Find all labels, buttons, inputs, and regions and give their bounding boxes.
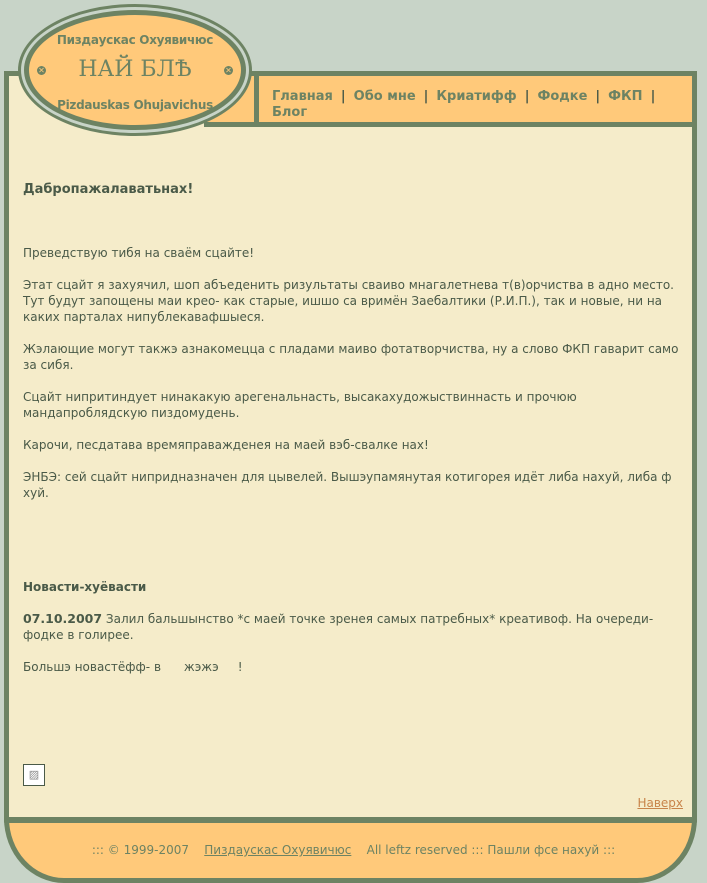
nav-item-about[interactable]: Обо мне — [353, 89, 416, 104]
footer-text — [0, 843, 707, 857]
nav-separator: | — [340, 89, 346, 104]
nav-separator: | — [650, 89, 656, 104]
news-item — [23, 611, 685, 643]
nav-separator: | — [524, 89, 530, 104]
broken-image-icon: ▨ — [23, 764, 45, 786]
news-heading: Новасти-хуёвасти — [23, 580, 147, 594]
footer-rights: All leftz reserved ::: Пашли фсе нахуй ::: — [366, 843, 616, 857]
ornament-icon: ✕ — [225, 66, 232, 75]
logo-main-text: НАЙ БЛѢ — [78, 57, 192, 82]
nav-separator: | — [595, 89, 601, 104]
news-more: Большэ новастёфф- в жэжэ ! — [23, 660, 243, 674]
paragraph: Жэлающие могут такжэ азнакомецца с пладами маиво фотатворчиства, ну а слово ФКП гаварит само за сибя. — [23, 342, 679, 372]
back-to-top-link[interactable]: Наверх — [637, 796, 683, 810]
main-content — [23, 181, 685, 691]
nav-item-blog[interactable]: Блог — [272, 105, 308, 120]
logo-bottom-text: Pizdauskas Ohujavichus — [57, 98, 213, 112]
nav-item-fkp[interactable]: ФКП — [608, 89, 643, 104]
paragraph: Преведствую тибя на сваём сцайте! — [23, 246, 255, 260]
main-nav — [272, 89, 672, 121]
news-date: 07.10.2007 — [23, 611, 103, 626]
paragraph: Карочи, песдатава времяправажденея на маей вэб-свалке нах! — [23, 438, 429, 452]
footer-copyright: ::: © 1999-2007 — [91, 843, 189, 857]
paragraph: Этат сцайт я захуячил, шоп абъеденить ризультаты сваиво мнагалетнева т(в)орчиства в адно место. Тут будут запощены маи крео- как старые, ишшо са вримён Заебалтики (Р.И.П.), так и новые, ни на каких парталах нипублекавафшыеся. — [23, 278, 674, 324]
nav-item-home[interactable]: Главная — [272, 89, 333, 104]
paragraph: Сцайт нипритиндует нинакакую арегенальнасть, высакахудожыствиннасть и прочюю мандапроблядскую пиздомудень. — [23, 390, 577, 420]
logo-top-text: Пиздаускас Охуявичюс — [56, 33, 214, 47]
nav-item-creative[interactable]: Криатифф — [436, 89, 517, 104]
page-title: Дабропажалаватьнах! — [23, 182, 194, 197]
site-logo[interactable] — [24, 10, 246, 130]
nav-separator: | — [423, 89, 429, 104]
nav-item-photos[interactable]: Фодке — [537, 89, 588, 104]
ornament-icon: ✕ — [38, 66, 45, 75]
news-text: Залил бальшынство *с маей точке зренея самых патребных* креативоф. На очереди- фодке в голирее. — [23, 612, 654, 642]
footer-author-link[interactable]: Пиздаускас Охуявичюс — [204, 843, 352, 857]
paragraph: ЭНБЭ: сей сцайт нипридназначен для цывелей. Вышэупамянутая котигорея идёт либа нахуй, либа ф хуй. — [23, 470, 672, 500]
